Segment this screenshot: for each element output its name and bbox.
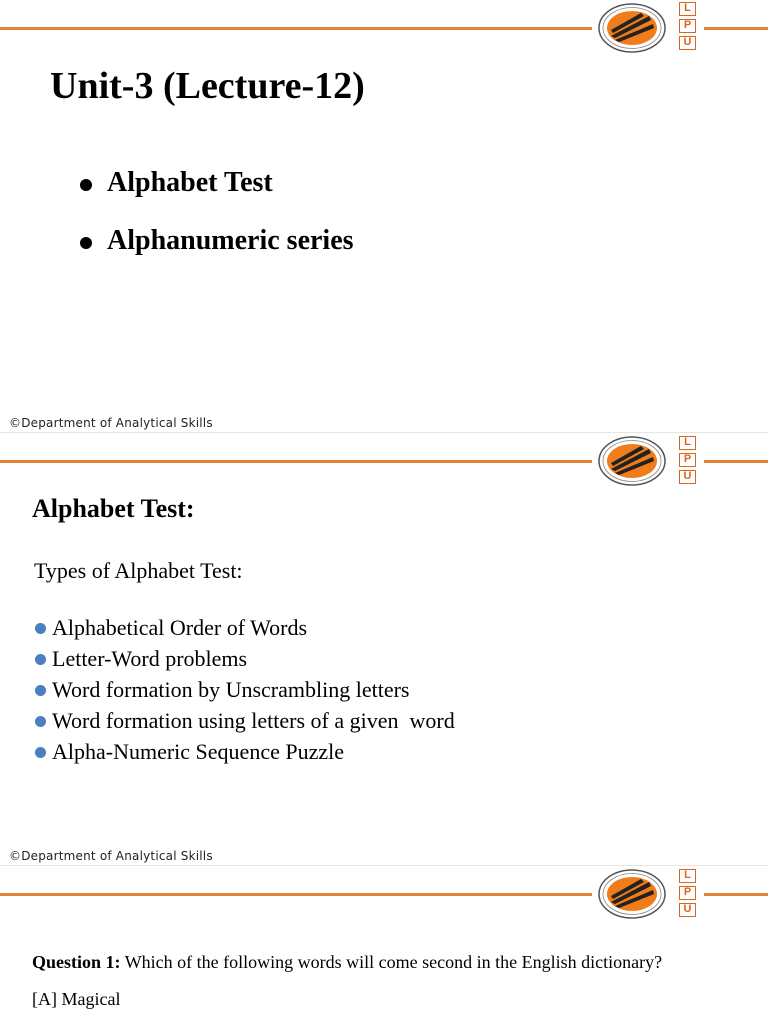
footer-copyright: ©Department of Analytical Skills: [9, 849, 213, 863]
logo-letter-u: U: [679, 36, 696, 50]
lpu-seal-icon: [597, 868, 667, 920]
logo-letter-u: U: [679, 470, 696, 484]
bullet-icon: [35, 685, 46, 696]
footer-copyright: ©Department of Analytical Skills: [9, 416, 213, 430]
logo-letter-l: L: [679, 436, 696, 450]
logo-letter-u: U: [679, 903, 696, 917]
slide-2: L P U Alphabet Test: Types of Alphabet Test: Alphabetical Order of Words Letter-Word problems Word formation by Unscrambling letters Word formation using letters of a given word Alpha-Numeric Sequence Puzzle ©Department of Analytical Skills: [0, 433, 768, 865]
header-rule-left: [0, 460, 592, 463]
logo-letter-p: P: [679, 453, 696, 467]
logo-letter-l: L: [679, 2, 696, 16]
slide-1: L P U Unit-3 (Lecture-12) Alphabet Test Alphanumeric series ©Department of Analytical Skills: [0, 0, 768, 432]
bullet-icon: [35, 623, 46, 634]
header-rule-right: [704, 893, 768, 896]
lpu-seal-icon: [597, 2, 667, 54]
lpu-seal-icon: [597, 435, 667, 487]
header-rule-left: [0, 893, 592, 896]
slide-title: Unit-3 (Lecture-12): [50, 65, 365, 107]
question-body: Which of the following words will come second in the English dictionary?: [120, 952, 663, 972]
question-label: Question 1:: [32, 952, 121, 972]
option-a: [A] Magical: [32, 989, 121, 1009]
bullet-icon: [35, 716, 46, 727]
bullet-icon: [80, 179, 92, 191]
logo-letter-p: P: [679, 886, 696, 900]
bullet-icon: [35, 747, 46, 758]
logo-letter-l: L: [679, 869, 696, 883]
bullet-icon: [80, 237, 92, 249]
header-rule-right: [704, 460, 768, 463]
slide-subtitle: Types of Alphabet Test:: [34, 558, 243, 583]
header-rule-right: [704, 27, 768, 30]
slide-title: Alphabet Test:: [32, 494, 195, 523]
slide-3: [0, 866, 768, 1024]
bullet-icon: [35, 654, 46, 665]
header-rule-left: [0, 27, 592, 30]
question-text: [32, 952, 662, 973]
logo-letter-p: P: [679, 19, 696, 33]
